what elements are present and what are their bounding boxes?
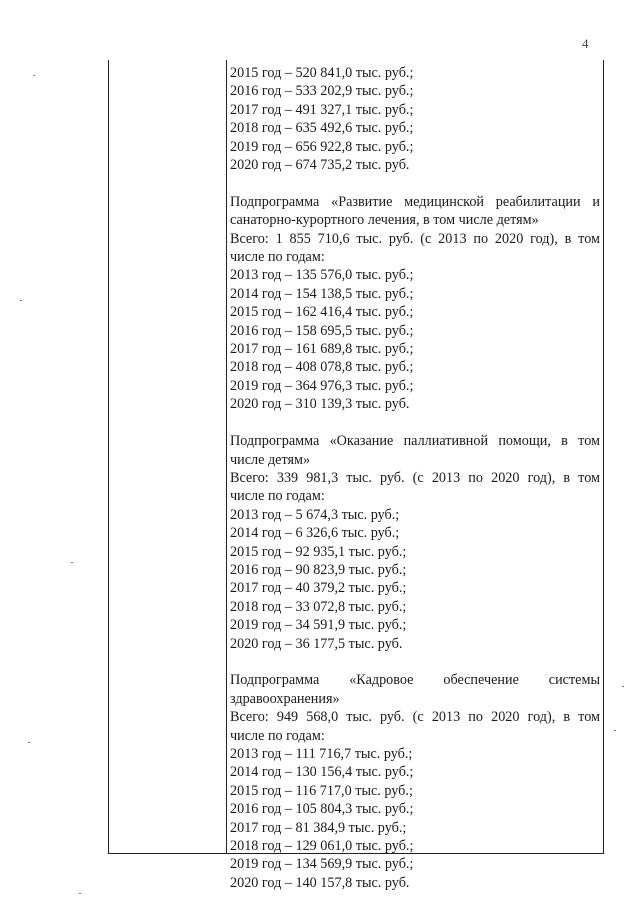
funding-line: 2020 год – 140 157,8 тыс. руб.	[230, 874, 410, 891]
paragraph-gap	[230, 174, 600, 192]
total-line: Всего: 949 568,0 тыс. руб. (с 2013 по 2020 год), в том	[230, 709, 600, 726]
total-line: Всего: 339 981,3 тыс. руб. (с 2013 по 2020 год), в том	[230, 469, 600, 486]
total-line: числе по годам:	[230, 249, 325, 266]
funding-line: 2019 год – 34 591,9 тыс. руб.;	[230, 617, 407, 634]
funding-line: 2013 год – 5 674,3 тыс. руб.;	[230, 506, 400, 523]
funding-line: 2014 год – 6 326,6 тыс. руб.;	[230, 525, 400, 542]
funding-line: 2020 год – 310 139,3 тыс. руб.	[230, 396, 410, 413]
funding-line: 2017 год – 491 327,1 тыс. руб.;	[230, 101, 414, 118]
funding-line: 2017 год – 40 379,2 тыс. руб.;	[230, 580, 407, 597]
subprogram-title: Подпрограмма «Развитие медицинской реабилитации и	[230, 193, 600, 210]
funding-line: 2016 год – 90 823,9 тыс. руб.;	[230, 561, 407, 578]
funding-line: 2016 год – 105 804,3 тыс. руб.;	[230, 801, 414, 818]
scan-speck	[28, 742, 30, 743]
total-line: числе по годам:	[230, 488, 325, 505]
subprogram-title: числе детям»	[230, 451, 311, 468]
paragraph-gap	[230, 653, 600, 671]
subprogram-title: санаторно-курортного лечения, в том числе детям»	[230, 212, 539, 229]
funding-line: 2019 год – 656 922,8 тыс. руб.;	[230, 138, 414, 155]
funding-line: 2020 год – 674 735,2 тыс. руб.	[230, 157, 410, 174]
funding-line: 2013 год – 111 716,7 тыс. руб.;	[230, 745, 413, 762]
funding-line: 2016 год – 533 202,9 тыс. руб.;	[230, 83, 414, 100]
scan-speck	[622, 686, 624, 687]
funding-line: 2015 год – 92 935,1 тыс. руб.;	[230, 543, 407, 560]
funding-line: 2015 год – 116 717,0 тыс. руб.;	[230, 782, 413, 799]
funding-line: 2017 год – 161 689,8 тыс. руб.;	[230, 341, 414, 358]
funding-line: 2020 год – 36 177,5 тыс. руб.	[230, 635, 403, 652]
funding-line: 2019 год – 134 569,9 тыс. руб.;	[230, 856, 414, 873]
funding-line: 2013 год – 135 576,0 тыс. руб.;	[230, 267, 414, 284]
scan-speck	[71, 562, 73, 563]
funding-line: 2018 год – 129 061,0 тыс. руб.;	[230, 838, 414, 855]
funding-line: 2017 год – 81 384,9 тыс. руб.;	[230, 819, 407, 836]
funding-line: 2014 год – 154 138,5 тыс. руб.;	[230, 285, 414, 302]
funding-line: 2018 год – 408 078,8 тыс. руб.;	[230, 359, 414, 376]
scan-speck	[33, 75, 35, 76]
funding-cell	[230, 64, 600, 892]
funding-line: 2019 год – 364 976,3 тыс. руб.;	[230, 377, 414, 394]
subprogram-title: Подпрограмма «Кадровое обеспечение системы	[230, 672, 600, 689]
total-line: числе по годам:	[230, 727, 325, 744]
scan-speck	[614, 730, 616, 731]
paragraph-gap	[230, 414, 600, 432]
scan-speck	[20, 300, 22, 301]
funding-line: 2015 год – 162 416,4 тыс. руб.;	[230, 304, 414, 321]
subprogram-title: Подпрограмма «Оказание паллиативной помощи, в том	[230, 433, 600, 450]
funding-line: 2014 год – 130 156,4 тыс. руб.;	[230, 764, 414, 781]
scan-speck	[79, 893, 81, 894]
page-number: 4	[582, 36, 589, 51]
funding-line: 2016 год – 158 695,5 тыс. руб.;	[230, 322, 414, 339]
funding-line: 2015 год – 520 841,0 тыс. руб.;	[230, 65, 414, 81]
subprogram-title: здравоохранения»	[230, 690, 340, 707]
funding-line: 2018 год – 635 492,6 тыс. руб.;	[230, 120, 414, 137]
column-divider	[226, 60, 227, 854]
total-line: Всего: 1 855 710,6 тыс. руб. (с 2013 по 2020 год), в том	[230, 230, 600, 247]
funding-line: 2018 год – 33 072,8 тыс. руб.;	[230, 598, 407, 615]
